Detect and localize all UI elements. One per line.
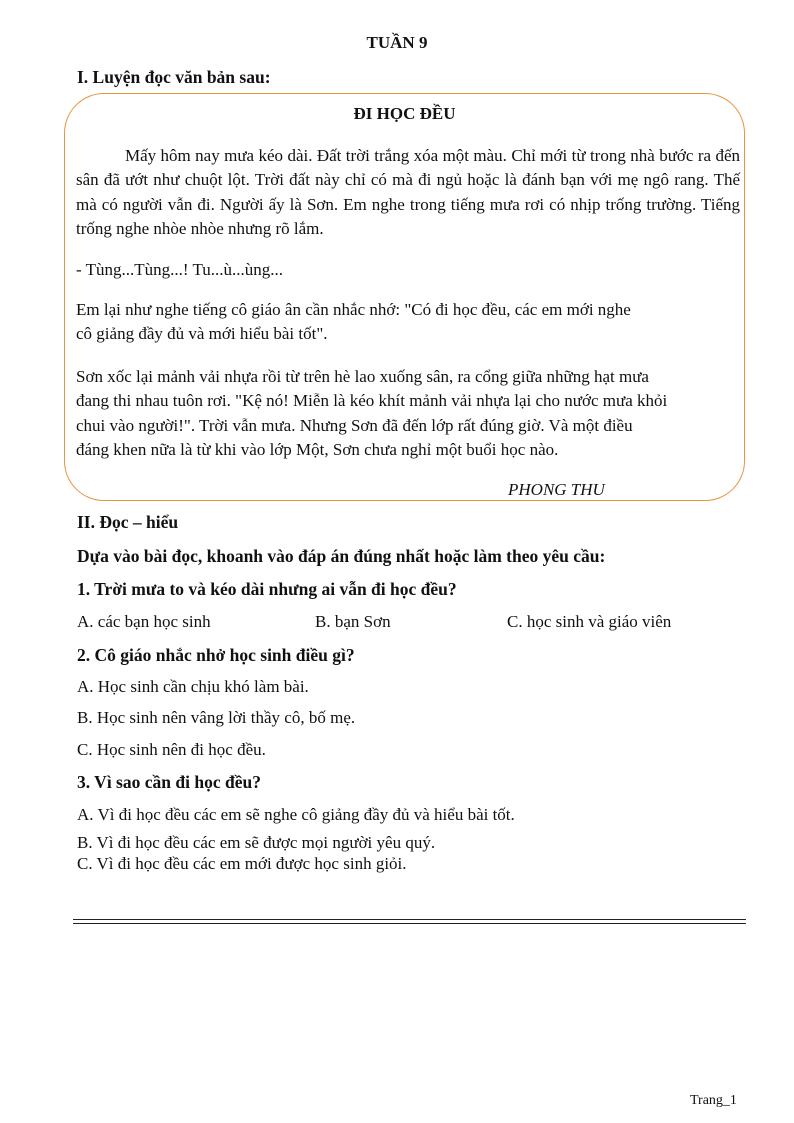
story-line: Sơn xốc lại mảnh vải nhựa rồi từ trên hè lao xuống sân, ra cổng giữa những hạt mưa — [76, 367, 649, 386]
story-paragraph-2-text: - Tùng...Tùng...! Tu...ù...ùng... — [76, 260, 284, 279]
question-3-option-b[interactable]: B. Vì đi học đều các em sẽ được mọi người yêu quý. — [77, 833, 436, 852]
question-2-option-b[interactable]: B. Học sinh nên vâng lời thầy cô, bố mẹ. — [77, 708, 356, 727]
page-number: Trang_1 — [690, 1093, 737, 1108]
story-paragraph-3 — [76, 298, 740, 347]
question-1-option-b[interactable]: B. bạn Sơn — [315, 612, 391, 631]
section-2-instruction: Dựa vào bài đọc, khoanh vào đáp án đúng nhất hoặc làm theo yêu cầu: — [77, 546, 606, 566]
question-3-option-a[interactable]: A. Vì đi học đều các em sẽ nghe cô giảng đầy đủ và hiểu bài tốt. — [77, 805, 515, 824]
story-paragraph-1-text: Mấy hôm nay mưa kéo dài. Đất trời trắng xóa một màu. Chỉ mới từ trong nhà bước ra đến sân đã ướt như chuột lột. Trời đất này chỉ có mà đi ngủ hoặc là đánh bạn với mẹ ngô rang. Thế mà có người vẫn đi. Người ấy là Sơn. Em nghe trong tiếng mưa rơi có nhịp trống trường. Tiếng trống nghe nhòe nhòe nhưng rõ lắm. — [76, 146, 740, 238]
story-line: Em lại như nghe tiếng cô giáo ân cần nhắc nhớ: "Có đi học đều, các em mới nghe — [76, 300, 631, 319]
question-1-option-a[interactable]: A. các bạn học sinh — [77, 612, 211, 631]
story-title: ĐI HỌC ĐỀU — [353, 104, 456, 123]
question-1-option-c[interactable]: C. học sinh và giáo viên — [507, 612, 672, 631]
question-3-option-c[interactable]: C. Vì đi học đều các em mới được học sinh giỏi. — [77, 854, 407, 873]
story-paragraph-4 — [76, 365, 740, 462]
week-title: TUẦN 9 — [366, 33, 428, 52]
question-3: 3. Vì sao cần đi học đều? — [77, 772, 261, 792]
story-author: PHONG THU — [508, 480, 605, 499]
section-1-heading: I. Luyện đọc văn bản sau: — [77, 67, 271, 87]
double-divider-line — [73, 919, 746, 924]
story-paragraph-1 — [76, 144, 740, 241]
question-2-option-a[interactable]: A. Học sinh cần chịu khó làm bài. — [77, 677, 309, 696]
question-2-option-c[interactable]: C. Học sinh nên đi học đều. — [77, 740, 266, 759]
story-line: cô giảng đầy đủ và mới hiểu bài tốt". — [76, 324, 328, 344]
story-paragraph-2 — [76, 258, 740, 282]
story-line: đáng khen nữa là từ khi vào lớp Một, Sơn chưa nghỉ một buổi học nào. — [76, 439, 559, 459]
question-2: 2. Cô giáo nhắc nhở học sinh điều gì? — [77, 645, 355, 665]
story-line: chui vào người!". Trời vẫn mưa. Nhưng Sơn đã đến lớp rất đúng giờ. Và một điều — [76, 415, 633, 435]
question-1: 1. Trời mưa to và kéo dài nhưng ai vẫn đi học đều? — [77, 579, 457, 599]
story-line: đang thi nhau tuôn rơi. "Kệ nó! Miễn là kéo khít mảnh vải nhựa lại cho nước mưa khỏi — [76, 391, 668, 411]
section-2-heading: II. Đọc – hiểu — [77, 512, 179, 532]
